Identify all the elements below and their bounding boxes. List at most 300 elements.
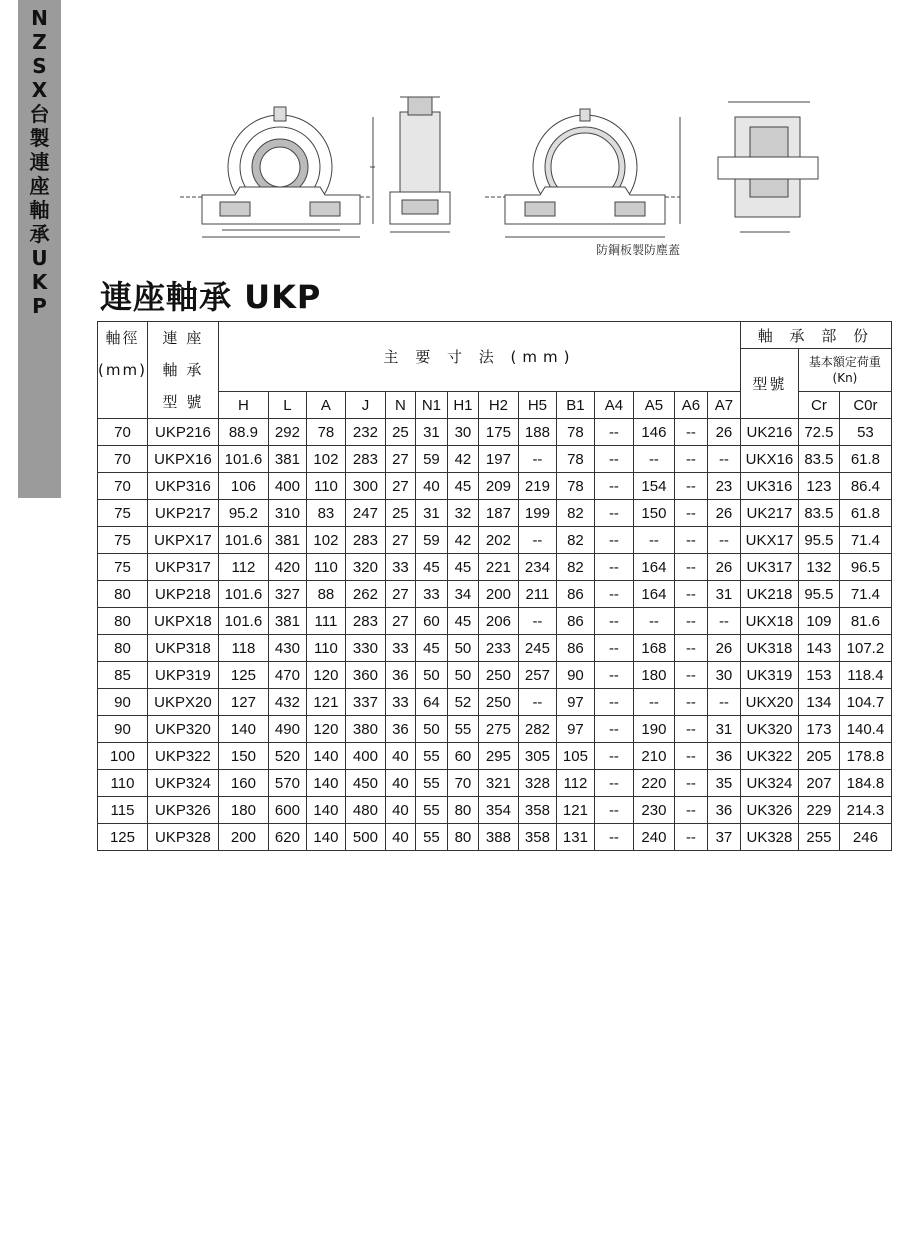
table-cell: 105 (556, 743, 594, 770)
table-cell: 110 (306, 473, 345, 500)
unit-model-line-1: 連 座 (162, 329, 204, 347)
table-cell: -- (594, 662, 633, 689)
table-cell: 45 (415, 635, 447, 662)
table-cell: -- (594, 743, 633, 770)
table-cell: 140.4 (839, 716, 891, 743)
table-cell: 97 (556, 716, 594, 743)
table-cell: 229 (798, 797, 839, 824)
table-cell: 25 (385, 500, 415, 527)
table-cell: 381 (268, 608, 306, 635)
table-cell: 432 (268, 689, 306, 716)
table-cell: 31 (415, 500, 447, 527)
table-cell: 127 (218, 689, 268, 716)
table-cell: 292 (268, 419, 306, 446)
table-cell: -- (518, 608, 556, 635)
table-cell: 600 (268, 797, 306, 824)
dim-column-header: A5 (633, 392, 674, 419)
side-tab-char: 台 (29, 102, 50, 126)
table-cell: -- (633, 608, 674, 635)
table-cell: 164 (633, 554, 674, 581)
table-cell: -- (707, 689, 740, 716)
table-cell: 78 (556, 419, 594, 446)
table-cell: 180 (218, 797, 268, 824)
table-cell: 184.8 (839, 770, 891, 797)
table-cell: 42 (447, 446, 478, 473)
table-cell: UKPX18 (147, 608, 218, 635)
table-cell: 300 (345, 473, 385, 500)
table-cell: UKP217 (147, 500, 218, 527)
table-cell: 27 (385, 608, 415, 635)
table-cell: 86.4 (839, 473, 891, 500)
table-cell: 206 (478, 608, 518, 635)
table-cell: 131 (556, 824, 594, 851)
table-cell: 36 (385, 716, 415, 743)
table-cell: -- (707, 446, 740, 473)
table-cell: 95.5 (798, 581, 839, 608)
table-cell: UK318 (740, 635, 798, 662)
table-cell: -- (594, 419, 633, 446)
table-cell: UK218 (740, 581, 798, 608)
side-tab-char: Z (32, 30, 47, 54)
table-cell: UKX17 (740, 527, 798, 554)
table-cell: -- (594, 500, 633, 527)
table-cell: 50 (415, 662, 447, 689)
side-tab-char: K (31, 270, 48, 294)
table-cell: 36 (385, 662, 415, 689)
table-cell: 71.4 (839, 581, 891, 608)
table-cell: 45 (415, 554, 447, 581)
table-cell: 71.4 (839, 527, 891, 554)
table-cell: 88 (306, 581, 345, 608)
table-row (98, 635, 892, 662)
table-cell: 86 (556, 635, 594, 662)
table-cell: 33 (385, 554, 415, 581)
table-cell: 86 (556, 608, 594, 635)
table-cell: 90 (556, 662, 594, 689)
front-view-drawing-2 (485, 109, 680, 237)
table-cell: 75 (98, 500, 148, 527)
table-cell: -- (674, 608, 707, 635)
table-cell: 34 (447, 581, 478, 608)
table-cell: 110 (306, 554, 345, 581)
shaft-dia-header (98, 322, 148, 419)
table-cell: 250 (478, 662, 518, 689)
table-cell: 240 (633, 824, 674, 851)
table-cell: 120 (306, 662, 345, 689)
table-cell: 36 (707, 743, 740, 770)
table-cell: 262 (345, 581, 385, 608)
table-cell: 112 (218, 554, 268, 581)
table-cell: 75 (98, 527, 148, 554)
table-cell: 61.8 (839, 446, 891, 473)
table-cell: 150 (218, 743, 268, 770)
table-cell: -- (594, 473, 633, 500)
table-cell: 33 (415, 581, 447, 608)
table-cell: 101.6 (218, 608, 268, 635)
table-row (98, 662, 892, 689)
table-cell: 40 (385, 824, 415, 851)
table-cell: 88.9 (218, 419, 268, 446)
table-cell: UKX20 (740, 689, 798, 716)
table-cell: 140 (306, 797, 345, 824)
side-tab-char: 連 (29, 150, 50, 174)
table-cell: 188 (518, 419, 556, 446)
table-cell: -- (594, 716, 633, 743)
table-cell: 200 (218, 824, 268, 851)
table-cell: -- (594, 797, 633, 824)
table-cell: 23 (707, 473, 740, 500)
table-cell: 150 (633, 500, 674, 527)
table-cell: -- (633, 689, 674, 716)
table-cell: 420 (268, 554, 306, 581)
table-cell: 101.6 (218, 446, 268, 473)
table-cell: 118.4 (839, 662, 891, 689)
table-cell: -- (594, 689, 633, 716)
table-cell: 358 (518, 824, 556, 851)
table-cell: 55 (415, 743, 447, 770)
table-cell: 115 (98, 797, 148, 824)
table-cell: -- (674, 662, 707, 689)
table-cell: UKP320 (147, 716, 218, 743)
table-cell: 283 (345, 446, 385, 473)
table-cell: 55 (415, 770, 447, 797)
table-cell: 500 (345, 824, 385, 851)
table-cell: 45 (447, 554, 478, 581)
dim-column-header: A4 (594, 392, 633, 419)
table-cell: -- (674, 797, 707, 824)
table-cell: -- (594, 824, 633, 851)
table-cell: UKX18 (740, 608, 798, 635)
table-row (98, 797, 892, 824)
table-cell: -- (594, 635, 633, 662)
table-row (98, 608, 892, 635)
table-cell: 45 (447, 608, 478, 635)
table-cell: 78 (306, 419, 345, 446)
table-cell: UK324 (740, 770, 798, 797)
table-cell: UKPX20 (147, 689, 218, 716)
table-cell: 40 (385, 743, 415, 770)
table-cell: 112 (556, 770, 594, 797)
table-cell: 246 (839, 824, 891, 851)
table-cell: 27 (385, 473, 415, 500)
table-cell: 233 (478, 635, 518, 662)
table-cell: 245 (518, 635, 556, 662)
table-cell: -- (594, 554, 633, 581)
load-column-header: Cr (798, 392, 839, 419)
table-cell: 64 (415, 689, 447, 716)
table-cell: 175 (478, 419, 518, 446)
table-cell: 42 (447, 527, 478, 554)
table-cell: 400 (345, 743, 385, 770)
table-cell: -- (674, 500, 707, 527)
table-cell: -- (518, 689, 556, 716)
table-cell: 60 (447, 743, 478, 770)
table-cell: 26 (707, 419, 740, 446)
table-cell: 380 (345, 716, 385, 743)
table-cell: 82 (556, 527, 594, 554)
table-row (98, 527, 892, 554)
table-cell: 283 (345, 608, 385, 635)
table-cell: 80 (447, 824, 478, 851)
table-cell: UK322 (740, 743, 798, 770)
table-cell: 125 (98, 824, 148, 851)
table-cell: UK319 (740, 662, 798, 689)
table-cell: 50 (447, 635, 478, 662)
table-cell: 83 (306, 500, 345, 527)
table-cell: UK216 (740, 419, 798, 446)
table-cell: 358 (518, 797, 556, 824)
table-cell: 354 (478, 797, 518, 824)
table-cell: 109 (798, 608, 839, 635)
dim-column-header: B1 (556, 392, 594, 419)
table-cell: -- (674, 716, 707, 743)
side-tab (18, 0, 61, 498)
table-cell: 120 (306, 716, 345, 743)
table-cell: 328 (518, 770, 556, 797)
table-cell: 26 (707, 635, 740, 662)
table-cell: UKP216 (147, 419, 218, 446)
table-cell: 134 (798, 689, 839, 716)
table-cell: 360 (345, 662, 385, 689)
table-cell: 164 (633, 581, 674, 608)
table-cell: 30 (447, 419, 478, 446)
table-cell: 570 (268, 770, 306, 797)
front-view-drawing-1 (180, 107, 375, 237)
table-cell: 140 (306, 770, 345, 797)
table-cell: 400 (268, 473, 306, 500)
table-cell: 480 (345, 797, 385, 824)
side-tab-char: 座 (29, 174, 50, 198)
table-cell: 80 (98, 581, 148, 608)
bearing-part-header: 軸 承 部 份 (740, 322, 891, 349)
table-cell: 102 (306, 527, 345, 554)
table-cell: 450 (345, 770, 385, 797)
table-cell: 110 (98, 770, 148, 797)
table-cell: 232 (345, 419, 385, 446)
table-cell: 295 (478, 743, 518, 770)
side-tab-char: 製 (29, 126, 50, 150)
table-cell: 520 (268, 743, 306, 770)
table-cell: UKP324 (147, 770, 218, 797)
table-cell: 78 (556, 473, 594, 500)
table-cell: 211 (518, 581, 556, 608)
unit-model-line-2: 軸 承 (162, 361, 204, 379)
table-cell: 121 (306, 689, 345, 716)
table-cell: 90 (98, 716, 148, 743)
side-tab-char: N (31, 6, 48, 30)
table-cell: 214.3 (839, 797, 891, 824)
table-cell: 200 (478, 581, 518, 608)
table-cell: 250 (478, 689, 518, 716)
table-cell: -- (518, 446, 556, 473)
table-cell: -- (518, 527, 556, 554)
table-cell: UKP326 (147, 797, 218, 824)
table-row (98, 419, 892, 446)
table-cell: 55 (447, 716, 478, 743)
table-cell: 70 (98, 446, 148, 473)
table-cell: -- (594, 581, 633, 608)
dim-column-header: H2 (478, 392, 518, 419)
table-cell: 327 (268, 581, 306, 608)
table-cell: 85 (98, 662, 148, 689)
table-cell: 80 (98, 608, 148, 635)
drawing-caption: 防鋼板製防塵蓋 (596, 243, 681, 257)
table-cell: 96.5 (839, 554, 891, 581)
table-cell: 36 (707, 797, 740, 824)
table-cell: 118 (218, 635, 268, 662)
table-cell: 310 (268, 500, 306, 527)
table-row (98, 770, 892, 797)
table-cell: 620 (268, 824, 306, 851)
table-cell: 70 (98, 419, 148, 446)
table-cell: -- (594, 770, 633, 797)
table-cell: 190 (633, 716, 674, 743)
table-row (98, 824, 892, 851)
side-tab-char: X (31, 78, 48, 102)
table-cell: -- (594, 527, 633, 554)
table-cell: UK328 (740, 824, 798, 851)
table-cell: 111 (306, 608, 345, 635)
side-tab-char: U (31, 246, 48, 270)
load-rating-label: 基本額定荷重 (808, 355, 881, 369)
table-cell: 106 (218, 473, 268, 500)
table-cell: 430 (268, 635, 306, 662)
table-cell: 247 (345, 500, 385, 527)
table-cell: 52 (447, 689, 478, 716)
table-cell: 33 (385, 635, 415, 662)
table-cell: 82 (556, 500, 594, 527)
table-cell: 143 (798, 635, 839, 662)
table-cell: 107.2 (839, 635, 891, 662)
table-cell: UKP218 (147, 581, 218, 608)
unit-model-header (147, 322, 218, 419)
table-cell: UK320 (740, 716, 798, 743)
dim-column-header: H5 (518, 392, 556, 419)
table-cell: 321 (478, 770, 518, 797)
table-cell: 132 (798, 554, 839, 581)
table-cell: UK317 (740, 554, 798, 581)
table-cell: 37 (707, 824, 740, 851)
table-cell: 31 (415, 419, 447, 446)
side-tab-char: P (32, 294, 47, 318)
table-row (98, 500, 892, 527)
table-cell: -- (674, 527, 707, 554)
table-cell: 102 (306, 446, 345, 473)
table-cell: 180 (633, 662, 674, 689)
dim-column-header: A7 (707, 392, 740, 419)
table-cell: 97 (556, 689, 594, 716)
table-cell: 80 (98, 635, 148, 662)
table-cell: UKP316 (147, 473, 218, 500)
table-cell: 72.5 (798, 419, 839, 446)
table-cell: 61.8 (839, 500, 891, 527)
table-cell: 40 (385, 797, 415, 824)
table-row (98, 743, 892, 770)
shaft-dia-unit: (mm) (98, 361, 147, 379)
table-cell: 388 (478, 824, 518, 851)
table-cell: 146 (633, 419, 674, 446)
table-cell: 30 (707, 662, 740, 689)
main-dims-header: 主 要 寸 法 (mm) (218, 322, 740, 392)
table-cell: 140 (306, 824, 345, 851)
dim-column-header: J (345, 392, 385, 419)
table-cell: 70 (447, 770, 478, 797)
table-cell: 75 (98, 554, 148, 581)
table-cell: -- (674, 743, 707, 770)
table-cell: UKP322 (147, 743, 218, 770)
table-cell: 381 (268, 527, 306, 554)
table-cell: 140 (218, 716, 268, 743)
table-cell: 70 (98, 473, 148, 500)
table-cell: 210 (633, 743, 674, 770)
load-rating-unit: (Kn) (832, 371, 858, 385)
table-cell: 90 (98, 689, 148, 716)
table-cell: 80 (447, 797, 478, 824)
side-tab-text (18, 6, 61, 318)
table-cell: 154 (633, 473, 674, 500)
table-cell: 199 (518, 500, 556, 527)
table-cell: 221 (478, 554, 518, 581)
table-cell: 205 (798, 743, 839, 770)
table-cell: -- (674, 635, 707, 662)
table-cell: 50 (447, 662, 478, 689)
table-row (98, 689, 892, 716)
table-cell: UKPX16 (147, 446, 218, 473)
table-cell: 40 (385, 770, 415, 797)
table-cell: -- (674, 446, 707, 473)
table-cell: 168 (633, 635, 674, 662)
table-cell: 490 (268, 716, 306, 743)
table-cell: 35 (707, 770, 740, 797)
table-cell: 86 (556, 581, 594, 608)
table-cell: 123 (798, 473, 839, 500)
table-cell: UK326 (740, 797, 798, 824)
table-cell: 27 (385, 446, 415, 473)
table-cell: 187 (478, 500, 518, 527)
table-row (98, 581, 892, 608)
dim-column-header: N1 (415, 392, 447, 419)
table-row (98, 446, 892, 473)
table-cell: 31 (707, 581, 740, 608)
table-cell: 220 (633, 770, 674, 797)
table-cell: 219 (518, 473, 556, 500)
table-cell: 178.8 (839, 743, 891, 770)
table-cell: -- (674, 689, 707, 716)
table-cell: 330 (345, 635, 385, 662)
table-cell: 101.6 (218, 527, 268, 554)
table-cell: 26 (707, 500, 740, 527)
table-cell: 140 (306, 743, 345, 770)
table-cell: -- (594, 608, 633, 635)
dim-column-header: L (268, 392, 306, 419)
table-cell: UKX16 (740, 446, 798, 473)
table-cell: 83.5 (798, 446, 839, 473)
table-cell: UKP328 (147, 824, 218, 851)
table-cell: 234 (518, 554, 556, 581)
table-cell: 83.5 (798, 500, 839, 527)
side-tab-char: S (32, 54, 47, 78)
table-cell: 59 (415, 446, 447, 473)
table-cell: -- (674, 419, 707, 446)
table-cell: 275 (478, 716, 518, 743)
table-cell: UKP319 (147, 662, 218, 689)
table-cell: 101.6 (218, 581, 268, 608)
table-cell: 55 (415, 824, 447, 851)
table-cell: 95.5 (798, 527, 839, 554)
table-cell: 60 (415, 608, 447, 635)
table-cell: -- (674, 824, 707, 851)
table-cell: 26 (707, 554, 740, 581)
